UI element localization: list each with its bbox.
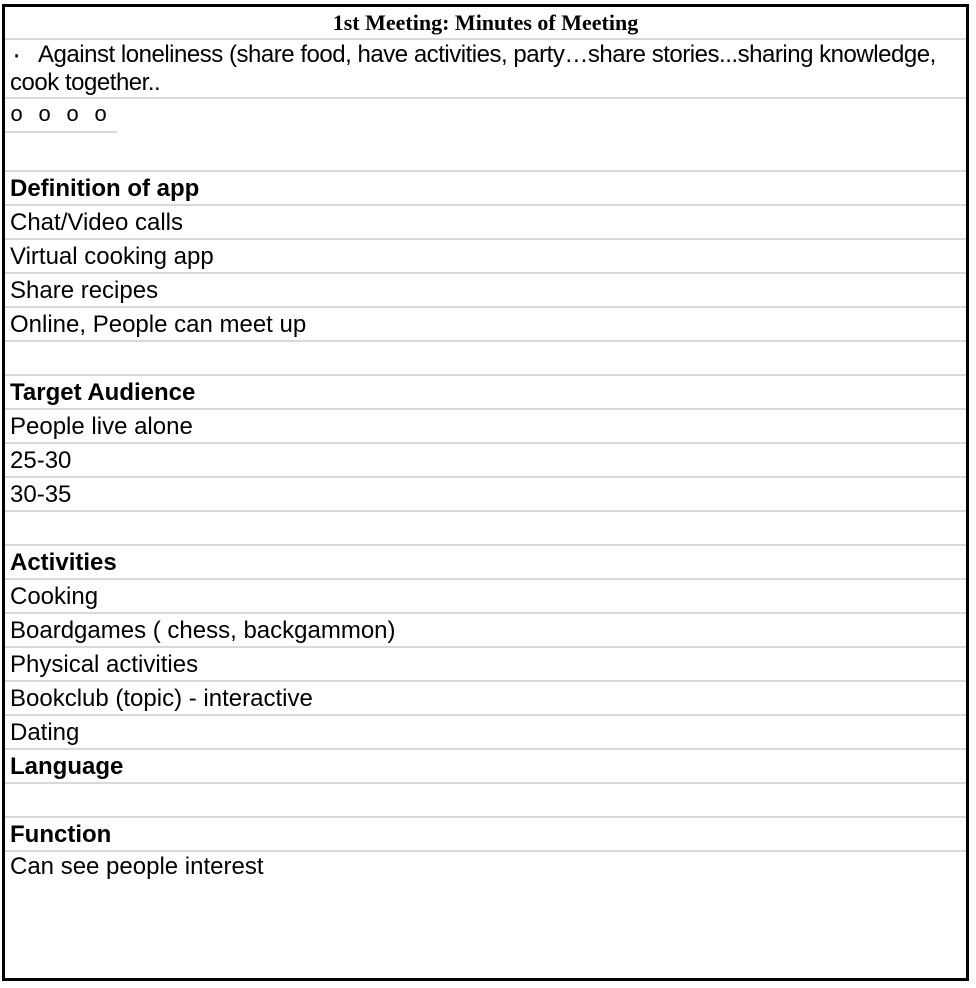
section-header-row xyxy=(5,172,966,206)
table-row xyxy=(89,99,117,133)
table-row xyxy=(5,40,966,99)
bullet-circle-icon: o xyxy=(38,103,52,128)
table-row xyxy=(5,308,966,342)
row-text: Bookclub (topic) - interactive xyxy=(10,685,313,712)
bullet-circle-icon: o xyxy=(10,103,24,128)
empty-row xyxy=(5,512,966,546)
bullet-circle-icon: o xyxy=(66,103,80,128)
row-text: Dating xyxy=(10,719,80,746)
row-text: Function xyxy=(10,821,112,848)
row-text: Online, People can meet up xyxy=(10,311,307,338)
table-title: 1st Meeting: Minutes of Meeting xyxy=(332,10,639,35)
row-text: Chat/Video calls xyxy=(10,209,183,236)
row-text: cook together.. xyxy=(10,69,161,96)
row-text: Share recipes xyxy=(10,277,159,304)
table-row xyxy=(5,852,966,881)
row-text: Language xyxy=(10,753,124,780)
row-text: Definition of app xyxy=(10,175,200,202)
meeting-minutes-table xyxy=(2,4,969,981)
empty-row xyxy=(5,342,966,376)
table-row xyxy=(5,99,33,133)
bullet-dot-icon: · xyxy=(10,44,24,69)
table-row xyxy=(5,410,966,444)
section-header-row xyxy=(5,376,966,410)
table-row xyxy=(33,99,61,133)
table-row xyxy=(5,682,966,716)
row-text: Against loneliness (share food, have activities, party…share stories...sharing knowledge, xyxy=(38,41,936,68)
wrapped-line-1 xyxy=(10,41,961,69)
table-row xyxy=(5,580,966,614)
section-header-row xyxy=(5,818,966,852)
row-text: Target Audience xyxy=(10,379,196,406)
table-row xyxy=(5,478,966,512)
table-row xyxy=(5,648,966,682)
table-row xyxy=(61,99,89,133)
row-text: Activities xyxy=(10,549,117,576)
table-row xyxy=(5,716,966,750)
table-row xyxy=(5,240,966,274)
row-text: Virtual cooking app xyxy=(10,243,214,270)
row-text: Boardgames ( chess, backgammon) xyxy=(10,617,396,644)
table-row xyxy=(5,614,966,648)
empty-row xyxy=(5,138,966,172)
table-rows xyxy=(5,40,966,881)
row-text: Cooking xyxy=(10,583,99,610)
empty-row xyxy=(5,784,966,818)
table-row xyxy=(5,444,966,478)
section-header-row xyxy=(5,546,966,580)
row-text: 25-30 xyxy=(10,447,72,474)
row-text: Physical activities xyxy=(10,651,199,678)
bullet-circle-icon: o xyxy=(94,103,108,128)
table-row xyxy=(5,274,966,308)
section-header-row xyxy=(5,750,966,784)
table-row xyxy=(5,206,966,240)
row-text: 30-35 xyxy=(10,481,72,508)
row-text: Can see people interest xyxy=(10,853,264,880)
wrapped-line-2 xyxy=(10,69,961,97)
row-text: People live alone xyxy=(10,413,193,440)
table-title-row xyxy=(5,7,966,40)
